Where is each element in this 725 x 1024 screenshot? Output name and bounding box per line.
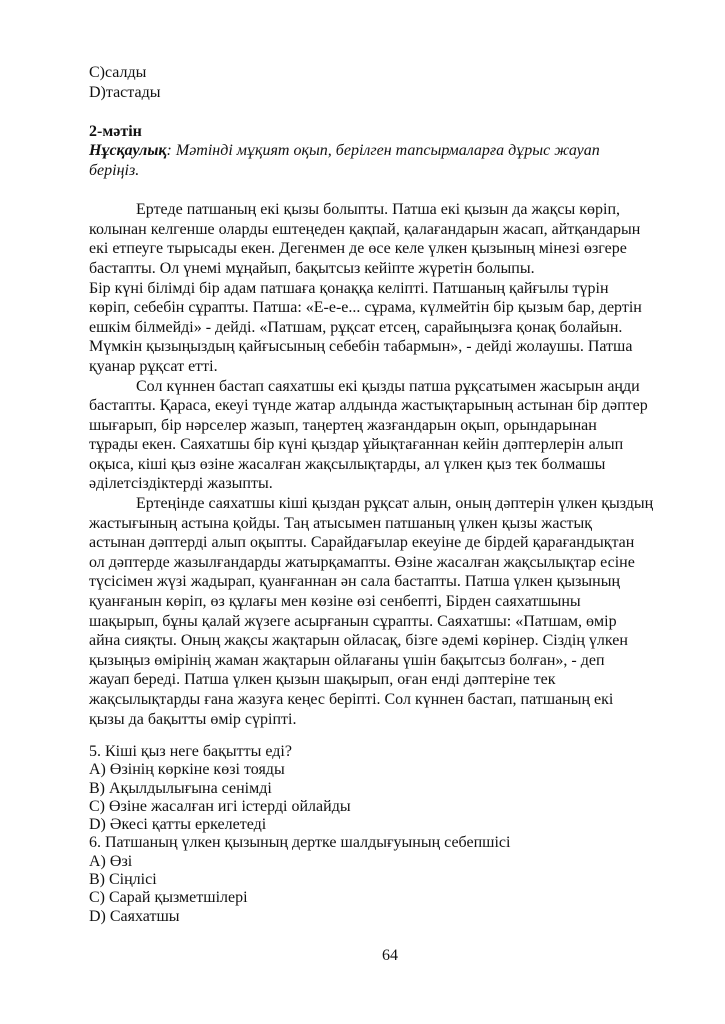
- instruction-text-cont: беріңіз.: [89, 161, 140, 179]
- answer-option: B) Ақылдылығына сенімді: [89, 779, 272, 797]
- text-line: Ертеде патшаның екі қызы болыпты. Патша екі қызын да жақсы көріп,: [136, 201, 621, 219]
- instruction-label: Нұсқаулық: [89, 142, 167, 160]
- text-line: айна сияқты. Оның жақсы жақтарын ойласақ, бізге әдемі көрінер. Сіздің үлкен: [89, 632, 628, 650]
- prev-option-d: D)тастады: [89, 83, 161, 101]
- text-line: ол дәптерде жазылғандарды жатырқамапты. Өзіне жасалған жақсылықтар есіне: [89, 553, 635, 571]
- answer-option: A) Өзі: [89, 852, 133, 870]
- text-line: тұрады екен. Саяхатшы бір күні қыздар ұйықтағаннан кейін дәптерлерін алып: [89, 436, 624, 454]
- text-line: бастапты. Қараса, екеуі түнде жатар алдында жастықтарының астынан бір дәптер: [89, 397, 648, 415]
- page-number: 64: [382, 947, 398, 964]
- instruction-text: : Мәтінді мұқият оқып, берілген тапсырмаларға дұрыс жауап: [166, 142, 600, 160]
- instruction: [89, 141, 653, 161]
- text-line: қызы да бақытты өмір сүріпті.: [89, 710, 297, 728]
- text-line: қуанғанын көріп, өз құлағы мен көзіне өзі сенбепті, Бірден саяхатшыны: [89, 593, 581, 611]
- answer-option: D) Әкесі қатты еркелетеді: [89, 816, 267, 834]
- text-line: шығарып, бір нәрселер жазып, таңертең жазғандарын оқып, орындарынан: [89, 416, 597, 434]
- text-line: түсісімен жүзі жадырап, қуанғаннан ән сала бастапты. Патша үлкен қызының: [89, 573, 621, 591]
- text-line: жастығының астына қойды. Таң атысымен патшаның үлкен қызы жастық: [89, 514, 593, 532]
- text-line: колынан келгенше оларды ештеңеден қақпай, қалағандарын жасап, айтқандарын: [89, 220, 641, 238]
- text-line: Ертеңінде саяхатшы кіші қыздан рұқсат алын, оның дәптерін үлкен қыздың: [136, 495, 654, 513]
- answer-option: C) Сарай қызметшілері: [89, 889, 248, 907]
- text-line: көріп, себебін сұрапты. Патша: «Е-е-е... сұрама, күлмейтін бір қызым бар, дертін: [89, 299, 642, 317]
- question-text: 6. Патшаның үлкен қызының дертке шалдығуының себепшісі: [89, 834, 511, 852]
- text-line: екі етпеуге тырысады екен. Дегенмен де өсе келе үлкен қызының мінезі өзгере: [89, 240, 627, 258]
- section-title: 2-мәтін: [89, 122, 142, 140]
- prev-option-c: С)салды: [89, 64, 147, 81]
- text-line: оқыса, кіші қыз өзіне жасалған жақсылықтарды, ал үлкен қыз тек болмашы: [89, 455, 606, 473]
- text-line: астынан дәптерді алып оқыпты. Сарайдағылар екеуіне де бірдей қарағандықтан: [89, 534, 635, 552]
- text-line: шақырып, бұны қалай жүзеге асырғанын сұрапты. Саяхатшы: «Патшам, өмір: [89, 612, 617, 630]
- text-line: жақсылықтарды ғана жазуға кеңес беріпті. Сол күннен бастап, патшаның екі: [89, 691, 614, 708]
- text-line: әділетсіздіктерді жазыпты.: [89, 475, 273, 493]
- text-line: қызыңыз өмірінің жаман жақтарын ойлағаны үшін бақытсыз болған», - деп: [89, 651, 605, 669]
- answer-option: A) Өзінің көркіне көзі тояды: [89, 761, 285, 779]
- questions: [89, 743, 510, 926]
- main-text: [89, 63, 653, 729]
- text-line: ешкім білмейді» - дейді. «Патшам, рұқсат етсең, сарайыңызға қонақ болайын.: [89, 318, 623, 336]
- story-text: [89, 200, 653, 729]
- answer-option: B) Сіңлісі: [89, 871, 157, 889]
- text-line: Бір күні білімді бір адам патшаға қонаққа келіпті. Патшаның қайғылы түрін: [89, 279, 609, 297]
- answer-option: C) Өзіне жасалған игі істерді ойлайды: [89, 797, 351, 815]
- text-line: жауап береді. Патша үлкен қызын шақырып, оған енді дәптеріне тек: [89, 671, 556, 689]
- question-text: 5. Кіші қыз неге бақытты еді?: [89, 743, 292, 760]
- text-line: бастапты. Ол үнемі мұңайып, бақытсыз кейіпте жүретін болыпы.: [89, 259, 535, 277]
- text-line: Сол күннен бастап саяхатшы екі қызды патша рұқсатымен жасырын аңди: [136, 377, 640, 395]
- text-line: қуанар рұқсат етті.: [89, 357, 218, 375]
- answer-option: D) Саяхатшы: [89, 907, 180, 925]
- text-line: Мүмкін қызыңыздың қайғысының себебін табармын», - дейді жолаушы. Патша: [89, 338, 633, 356]
